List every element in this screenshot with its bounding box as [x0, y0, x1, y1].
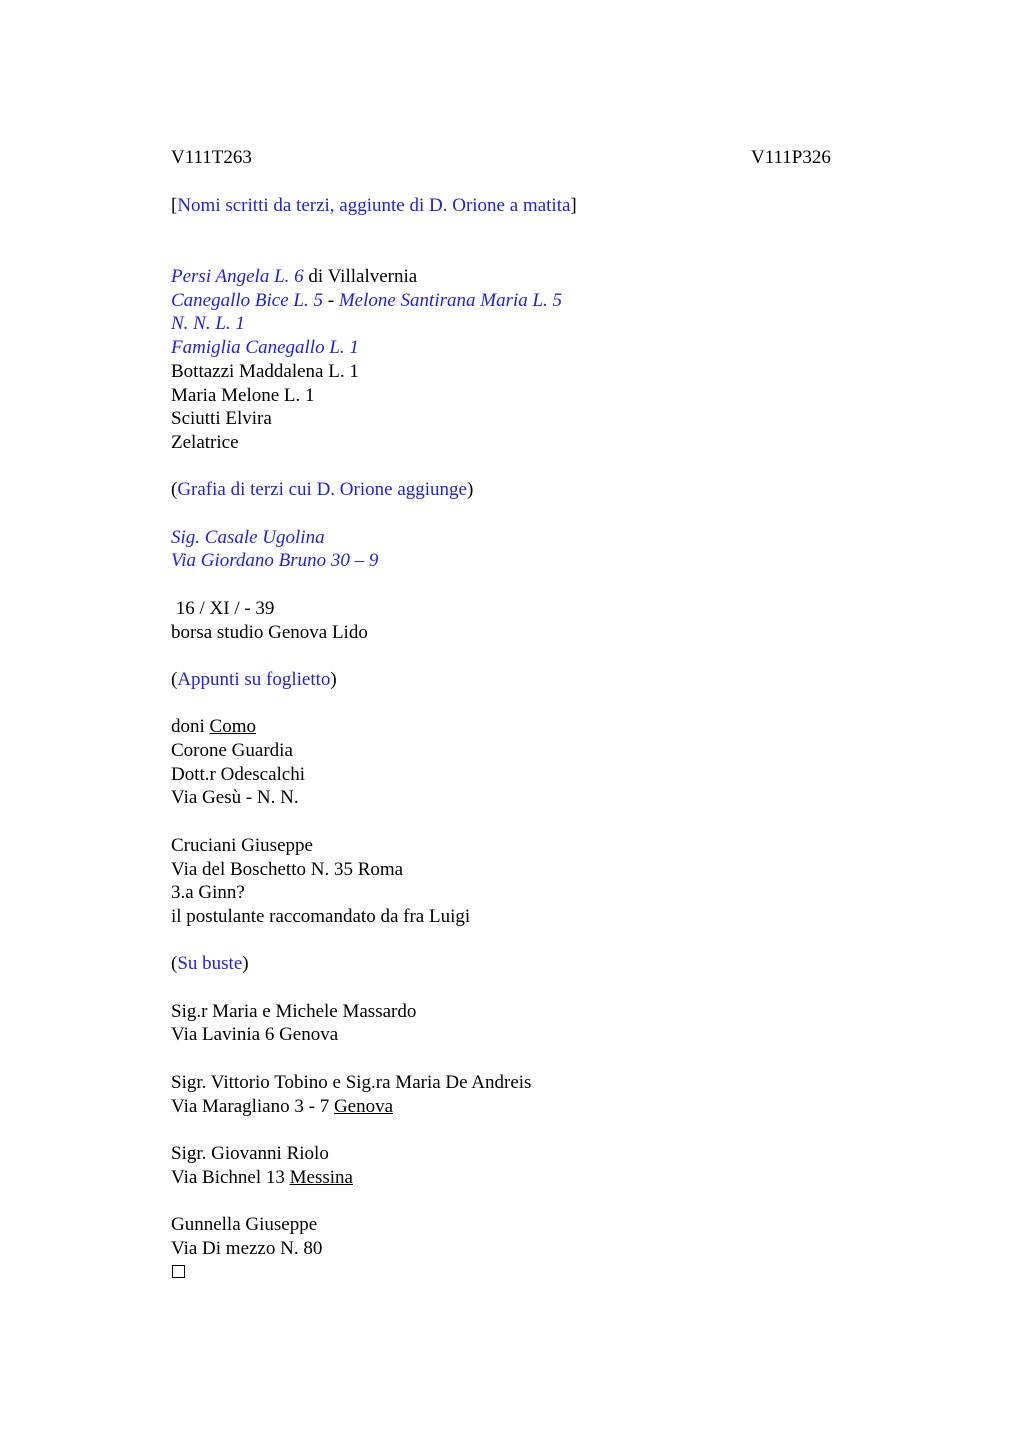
- spacer: [171, 692, 871, 716]
- spacer: [171, 1118, 871, 1142]
- entry-line: Corone Guardia: [171, 740, 293, 762]
- editorial-note-text: Grafia di terzi cui D. Orione aggiunge: [177, 479, 467, 501]
- checkbox-square-icon: [172, 1265, 185, 1278]
- entry-line: Bottazzi Maddalena L. 1: [171, 360, 359, 382]
- reference-code-right: V111P326: [751, 147, 831, 168]
- pencil-addition: Sig. Casale Ugolina: [171, 526, 325, 548]
- paren-close: ): [242, 953, 249, 975]
- spacer: [171, 573, 871, 597]
- underlined-text: Como: [209, 716, 256, 738]
- separator: -: [322, 289, 339, 311]
- pencil-addition: N. N. L. 1: [171, 313, 245, 335]
- entry-line: Dott.r Odescalchi: [171, 763, 306, 785]
- paren-open: (: [171, 668, 178, 690]
- entry-line: Cruciani Giuseppe: [171, 834, 313, 856]
- pencil-addition: Melone Santirana Maria L. 5: [338, 289, 563, 311]
- pencil-addition: Via Giordano Bruno 30 – 9: [171, 550, 379, 572]
- spacer: [171, 644, 871, 668]
- document-body: [171, 194, 871, 1285]
- entry-line: borsa studio Genova Lido: [171, 621, 368, 643]
- address-line: Sigr. Vittorio Tobino e Sig.ra Maria De Andreis: [171, 1071, 532, 1093]
- spacer: [171, 1189, 871, 1213]
- entry-line: [171, 289, 871, 313]
- paren-open: (: [171, 953, 178, 975]
- spacer: [171, 976, 871, 1000]
- spacer: [171, 241, 871, 265]
- address-line: Gunnella Giuseppe: [171, 1214, 318, 1236]
- address-line: Via Lavinia 6 Genova: [171, 1024, 339, 1046]
- paren-close: ): [330, 668, 337, 690]
- entry-text: doni: [171, 716, 210, 738]
- reference-code-left: V111T263: [171, 147, 252, 168]
- address-line: [171, 1095, 871, 1119]
- entry-line: Via Gesù - N. N.: [171, 787, 299, 809]
- entry-line: Zelatrice: [171, 432, 239, 453]
- pencil-addition: Persi Angela L. 6: [171, 266, 304, 288]
- pencil-addition: Famiglia Canegallo L. 1: [171, 337, 359, 359]
- entry-line: Sciutti Elvira: [171, 408, 272, 430]
- spacer: [171, 218, 871, 242]
- entry-text: Via Maragliano 3 - 7: [171, 1095, 334, 1117]
- bracket-close: ]: [570, 195, 577, 216]
- checkbox-line: [171, 1260, 871, 1285]
- address-line: Sig.r Maria e Michele Massardo: [171, 1000, 417, 1022]
- pencil-addition: Canegallo Bice L. 5: [171, 289, 323, 311]
- date-line: 16 / XI / - 39: [171, 597, 275, 619]
- editorial-note-3: [171, 668, 871, 692]
- entry-text: Via Bichnel 13: [171, 1166, 290, 1188]
- editorial-note-2: [171, 478, 871, 502]
- spacer: [171, 810, 871, 834]
- spacer: [171, 929, 871, 953]
- editorial-note-text: Appunti su foglietto: [177, 668, 331, 690]
- paren-close: ): [466, 479, 474, 501]
- underlined-text: Genova: [333, 1095, 394, 1117]
- editorial-note-text: Nomi scritti da terzi, aggiunte di D. Orione a matita: [177, 195, 571, 216]
- entry-line: [171, 715, 871, 739]
- editorial-note-4: [171, 952, 871, 976]
- entry-line: Via del Boschetto N. 35 Roma: [171, 858, 404, 880]
- address-line: [171, 1166, 871, 1190]
- editorial-note-text: Su buste: [177, 953, 243, 975]
- address-line: Sigr. Giovanni Riolo: [171, 1142, 329, 1164]
- spacer: [171, 455, 871, 479]
- paren-open: (: [171, 479, 178, 501]
- entry-line: il postulante raccomandato da fra Luigi: [171, 905, 471, 927]
- underlined-text: Messina: [289, 1166, 353, 1188]
- spacer: [171, 502, 871, 526]
- entry-text: di Villalvernia: [303, 266, 418, 288]
- entry-line: 3.a Ginn?: [171, 882, 245, 904]
- entry-line: [171, 265, 871, 289]
- address-line: Via Di mezzo N. 80: [171, 1237, 323, 1259]
- entry-line: Maria Melone L. 1: [171, 384, 315, 406]
- bracket-open: [: [171, 195, 178, 216]
- spacer: [171, 1047, 871, 1071]
- editorial-note-1: [171, 194, 871, 218]
